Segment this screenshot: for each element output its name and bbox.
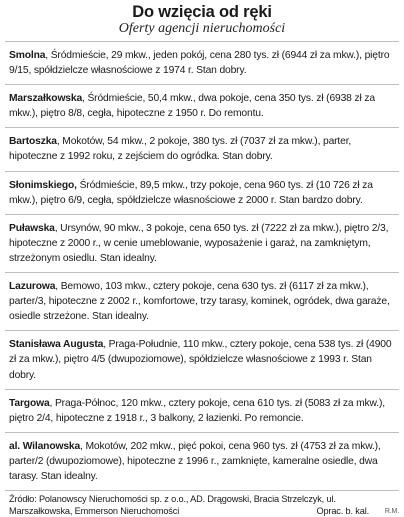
listing-item [5, 433, 399, 491]
listing-street: Marszałkowska [9, 93, 83, 105]
listing-details: , Ursynów, 90 mkw., 3 pokoje, cena 650 tys. zł (7222 zł za mkw.), piętro 2/3, hipoteczne z 2000 r., w cenie umeblowanie, wyposażenie i garaż, na zamkniętym, strzeżonym osiedlu. Stan idealny. [9, 222, 389, 264]
source-note [5, 491, 399, 517]
listing-details: , Mokotów, 202 mkw., pięć pokoi, cena 960 tys. zł (4753 zł za mkw.), parter/2 (dwupoziomowe), hipoteczne z 1996 r., zamknięte, kameralne osiedle, dwa tarasy. Stan idealny. [9, 440, 381, 482]
listing-item [5, 172, 399, 215]
listing-item [5, 215, 399, 273]
listing-item [5, 128, 399, 171]
listing-street: Bartoszka [9, 136, 57, 148]
source-text: Źródło: Polanowscy Nieruchomości sp. z o.o., AD. Drągowski, Bracia Strzelczyk, ul. Marszałkowska, Emmerson Nieruchomości [9, 494, 336, 516]
listing-street: al. Wilanowska [9, 440, 81, 452]
listing-street: Smolna [9, 50, 46, 61]
listing-street: Słonimskiego, [9, 179, 77, 191]
listing-street: Stanisława Augusta [9, 339, 104, 351]
listing-details: Śródmieście, 89,5 mkw., trzy pokoje, cena 960 tys. zł (10 726 zł za mkw.), piętro 6/9, cegła, spółdzielcze własnościowe z 2000 r. Stan bardzo dobry. [9, 179, 373, 206]
listing-item [5, 85, 399, 128]
listing-item [5, 42, 399, 85]
author-initials: R.M. [384, 507, 399, 515]
article-box [5, 2, 399, 516]
listing-street: Targowa [9, 397, 50, 409]
listing-street: Puławska [9, 222, 55, 234]
listing-details: , Śródmieście, 29 mkw., jeden pokój, cena 280 tys. zł (6944 zł za mkw.), piętro 9/15, spółdzielcze własnościowe z 1974 r. Stan dobry. [9, 50, 390, 77]
listing-street: Lazurowa [9, 281, 56, 293]
listings-list [5, 41, 399, 491]
listing-details: , Śródmieście, 50,4 mkw., dwa pokoje, cena 350 tys. zł (6938 zł za mkw.), piętro 8/8, cegła, hipoteczne z 1950 r. Do remontu. [9, 93, 375, 120]
listing-item [5, 390, 399, 433]
listing-details: , Praga-Południe, 110 mkw., cztery pokoje, cena 538 tys. zł (4900 zł za mkw.), piętro 4/5 (dwupoziomowe), spółdzielcze własnościowe z 1993 r. Stan dobry. [9, 339, 392, 381]
listing-details: , Mokotów, 54 mkw., 2 pokoje, 380 tys. zł (7037 zł za mkw.), parter, hipoteczne z 1992 roku, z zejściem do ogródka. Stan dobry. [9, 136, 352, 163]
listing-item [5, 331, 399, 389]
listing-item [5, 273, 399, 331]
listing-details: , Praga-Północ, 120 mkw., cztery pokoje, cena 610 tys. zł (5083 zł za mkw.), piętro 2/4, hipoteczne z 1918 r., 3 balkony, 2 łazienki. Po remoncie. [9, 397, 385, 424]
page-subtitle: Oferty agencji nieruchomości [118, 21, 286, 36]
page-title: Do wzięcia od ręki [132, 3, 272, 21]
listing-details: , Bemowo, 103 mkw., cztery pokoje, cena 630 tys. zł (6117 zł za mkw.), parter/3, hipoteczne z 2002 r., komfortowe, trzy tarasy, kominek, ogródek, dwa garaże, osiedle strzeżone. Stan idealny. [9, 281, 390, 323]
credit-text: Oprac. b. kal. [316, 505, 369, 516]
